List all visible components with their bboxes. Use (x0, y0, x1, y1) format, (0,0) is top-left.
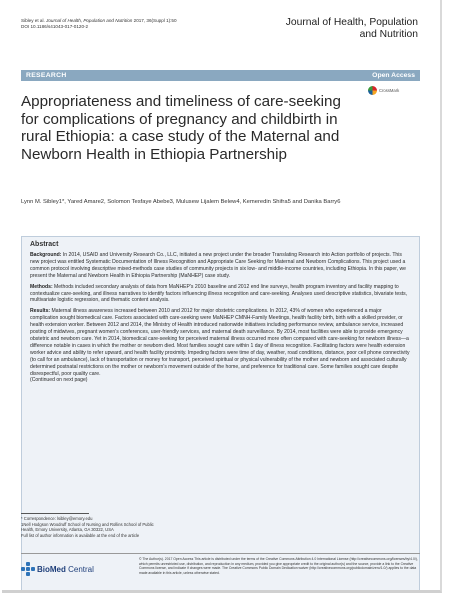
publisher-name (37, 565, 94, 574)
publisher-logo[interactable] (21, 562, 94, 576)
journal-name-line2: and Nutrition (359, 28, 418, 40)
citation-authors: Sibley et al. (21, 18, 45, 23)
continued-note: (Continued on next page) (30, 377, 88, 384)
results-text: Maternal illness awareness increased between 2010 and 2012 for major obstetric complications. In 2012, 43% of women who experienced a major complication sought biomedical care. Factors associated with care-seeking were MaNHEP CMNH-Family Meetings, health facility birth, birth with a skilled provider, or health extension worker. Between 2012 and 2014, the Ministry of Health introduced nationwide initiatives including performance review, ambulance service, increased posting of midwives, pregnant women's conferences, user-friendly services, and maternal death surveillance. By 2014, most facilities were able to provide emergency obstetric and newborn care. Yet in 2014, biomedical care-seeking for perceived maternal illness occurred more often compared with care-seeking for newborn illness—a difference notable in cases in which the mother or newborn died. Most families sought care within 1 day of illness recognition. Facilitating factors were health extension worker advice and ability to refer upward, and health facility proximity. Impeding factors were time of day, weather, road conditions, distance, poor cell phone connectivity (to call for an ambulance), lack of transportation or money for transport, perceived spiritual or physical vulnerability of the mother and newborn and associated culturally determined postnatal restrictions on the mother or newborn's movement outside of the home, and preference for traditional care. Some families sought care despite disrespectful, poor quality care. (30, 308, 410, 377)
crossmark-icon (368, 86, 377, 95)
publisher-name-bold: BioMed (37, 564, 66, 574)
journal-name-line1: Journal of Health, Population (285, 17, 418, 28)
results-label: Results: (30, 308, 51, 315)
crossmark-label: CrossMark (379, 88, 400, 93)
citation-volume: 2017, 36(Suppl 1):50 (132, 18, 177, 23)
citation-journal: Journal of Health, Population and Nutrition (46, 18, 133, 23)
methods-label: Methods: (30, 283, 53, 290)
correspondence[interactable]: * Correspondence: lsibley@emory.edu (21, 516, 93, 521)
page-footer (21, 553, 420, 584)
abstract-heading: Abstract (30, 241, 59, 248)
footnote-rule (21, 513, 89, 514)
publisher-name-light: Central (65, 564, 94, 574)
article-title: Appropriateness and timeliness of care-seeking for complications of pregnancy and childbirth in rural Ethiopia: a case study of the Maternal and Newborn Health in Ethiopia Partnership (21, 93, 341, 163)
journal-name (258, 17, 418, 40)
open-access-label: Open Access (372, 71, 415, 79)
citation-block (21, 18, 177, 30)
abstract-results (30, 308, 411, 384)
article-type-label: RESEARCH (26, 71, 67, 79)
article-page (2, 0, 442, 593)
abstract-methods (30, 284, 411, 305)
methods-text: Methods included secondary analysis of data from MaNHEP's 2010 baseline and 2012 end line surveys, health program inventory and facility mapping to contextualize care-seeking, and illness narratives to identify factors influencing illness recognition and care-seeking. Analyses used descriptive statistics, bivariate tests, multivariate logistic regression, and thematic content analysis. (30, 283, 408, 304)
background-label: Background: (30, 252, 62, 258)
biomed-central-icon (21, 562, 35, 576)
article-type-bar (21, 70, 420, 81)
crossmark-badge[interactable] (368, 86, 399, 95)
author-info-note: Full list of author information is available at the end of the article (21, 532, 140, 538)
abstract-box (21, 236, 420, 593)
footnotes (21, 513, 231, 538)
author-list: Lynn M. Sibley1*, Yared Amare2, Solomon Tesfaye Abebe3, Mulusew Lijalem Belew4, Kemeredin Shifra5 and Danika Barry6 (21, 199, 341, 205)
affiliation-line1: 1Nell Hodgson Woodruff School of Nursing and Rollins School of Public (21, 521, 154, 527)
affiliation-line2: Health, Emory University, Atlanta, GA 30322, USA (21, 527, 114, 532)
abstract-background (30, 252, 411, 280)
background-text: In 2014, USAID and University Research Co., LLC, initiated a new project under the broader Translating Research into Action portfolio of projects. This new project was entitled Systematic Documentation of Illness Recognition and Appropriate Care Seeking for Maternal and Newborn Complications. This project used a common protocol involving descriptive mixed-methods case studies of community projects in six low- and middle-income countries, including Ethiopia. In this paper, we present the Maternal and Newborn Health in Ethiopia Partnership (MaNHEP) case study. (30, 252, 406, 279)
license-text: © The Author(s). 2017 Open Access This article is distributed under the terms of the Creative Commons Attribution 4.0 International License (http://creativecommons.org/licenses/by/4.0/), which permits unrestricted use, distribution, and reproduction in any medium, provided you give appropriate credit to the original author(s) and the source, provide a link to the Creative Commons license, and indicate if changes were made. The Creative Commons Public Domain Dedication waiver (http://creativecommons.org/publicdomain/zero/1.0/) applies to the data made available in this article, unless otherwise stated. (139, 557, 418, 575)
doi[interactable]: DOI 10.1186/s41043-017-0120-2 (21, 24, 89, 30)
